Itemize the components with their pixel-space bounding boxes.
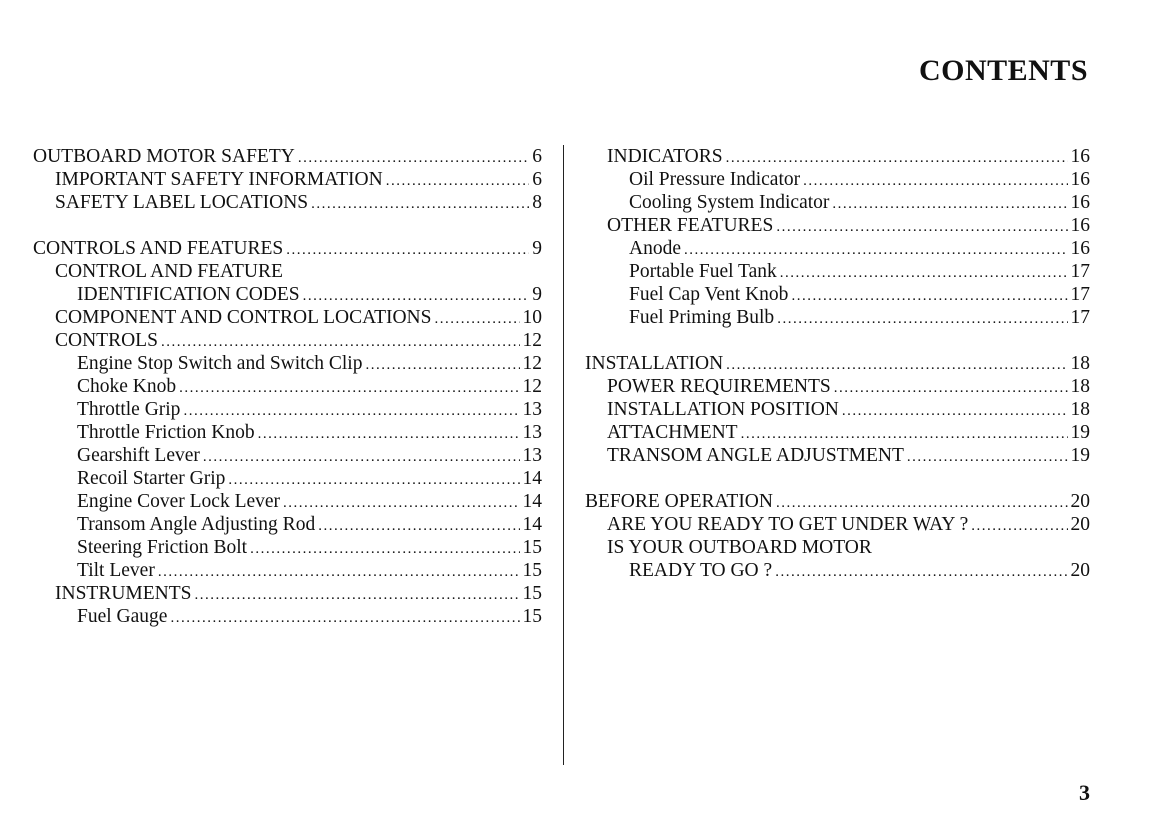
- toc-entry-label: Portable Fuel Tank: [629, 261, 777, 282]
- toc-entry-page: 16: [1070, 215, 1090, 236]
- toc-leader-dots: [741, 423, 1068, 446]
- toc-leader-dots: [318, 515, 519, 538]
- toc-entry-page: 14: [522, 491, 542, 512]
- toc-leader-dots: [286, 239, 529, 262]
- toc-entry[interactable]: [33, 490, 542, 513]
- toc-entry-page: 16: [1070, 238, 1090, 259]
- toc-leader-dots: [386, 170, 529, 193]
- toc-entry-label: COMPONENT AND CONTROL LOCATIONS: [55, 307, 432, 328]
- toc-entry-page: 17: [1070, 284, 1090, 305]
- toc-entry[interactable]: [33, 582, 542, 605]
- toc-entry-page: 19: [1070, 422, 1090, 443]
- toc-leader-dots: [179, 377, 519, 400]
- toc-leader-dots: [907, 446, 1068, 469]
- toc-entry-label: TRANSOM ANGLE ADJUSTMENT: [607, 445, 904, 466]
- toc-entry-label: IS YOUR OUTBOARD MOTOR: [607, 537, 872, 558]
- toc-leader-dots: [298, 147, 529, 170]
- toc-entry-label: BEFORE OPERATION: [585, 491, 773, 512]
- toc-entry-label: Throttle Friction Knob: [77, 422, 255, 443]
- toc-entry-page: 12: [522, 353, 542, 374]
- toc-leader-dots: [842, 400, 1068, 423]
- toc-leader-dots: [365, 354, 519, 377]
- toc-leader-dots: [971, 515, 1067, 538]
- toc-entry-page: 10: [522, 307, 542, 328]
- toc-leader-dots: [775, 561, 1067, 584]
- toc-entry-label: INSTALLATION POSITION: [607, 399, 839, 420]
- toc-leader-dots: [250, 538, 519, 561]
- toc-entry-page: 12: [522, 376, 542, 397]
- toc-entry-label: Transom Angle Adjusting Rod: [77, 514, 316, 535]
- toc-entry[interactable]: [33, 145, 542, 168]
- toc-entry[interactable]: [33, 352, 542, 375]
- toc-entry[interactable]: [585, 444, 1090, 467]
- toc-entry-label: Engine Cover Lock Lever: [77, 491, 281, 512]
- toc-entry-label: INSTALLATION: [585, 353, 724, 374]
- toc-entry[interactable]: [33, 283, 542, 306]
- toc-entry-page: 9: [532, 238, 542, 259]
- toc-entry-page: 17: [1070, 261, 1090, 282]
- column-divider: [563, 145, 564, 765]
- toc-entry-page: 13: [522, 399, 542, 420]
- toc-entry[interactable]: [585, 214, 1090, 237]
- toc-entry-label: Fuel Cap Vent Knob: [629, 284, 789, 305]
- toc-entry[interactable]: [33, 605, 542, 628]
- toc-entry-label: Cooling System Indicator: [629, 192, 830, 213]
- toc-entry[interactable]: [585, 145, 1090, 168]
- toc-entry[interactable]: [33, 398, 542, 421]
- toc-entry-label: Fuel Gauge: [77, 606, 168, 627]
- toc-entry-page: 18: [1070, 399, 1090, 420]
- toc-entry-label: Fuel Priming Bulb: [629, 307, 775, 328]
- toc-entry[interactable]: [33, 237, 542, 260]
- toc-entry-label: IMPORTANT SAFETY INFORMATION: [55, 169, 383, 190]
- toc-entry-page: 15: [522, 606, 542, 627]
- toc-leader-dots: [161, 331, 520, 354]
- toc-entry-page: 17: [1070, 307, 1090, 328]
- toc-leader-dots: [434, 308, 519, 331]
- toc-entry-label: ARE YOU READY TO GET UNDER WAY ?: [607, 514, 969, 535]
- toc-leader-dots: [228, 469, 519, 492]
- toc-entry[interactable]: [585, 375, 1090, 398]
- toc-leader-dots: [791, 285, 1067, 308]
- toc-entry-page: 15: [522, 583, 542, 604]
- toc-entry-label: INDICATORS: [607, 146, 723, 167]
- toc-right-column: [585, 145, 1090, 582]
- toc-leader-dots: [726, 147, 1068, 170]
- toc-entry-page: 8: [532, 192, 542, 213]
- toc-entry-label: Gearshift Lever: [77, 445, 200, 466]
- toc-left-column: [33, 145, 542, 628]
- toc-entry-label: CONTROL AND FEATURE: [55, 261, 283, 282]
- toc-leader-dots: [684, 239, 1068, 262]
- toc-entry-page: 16: [1070, 146, 1090, 167]
- toc-leader-dots: [776, 216, 1067, 239]
- toc-entry-label: Oil Pressure Indicator: [629, 169, 801, 190]
- toc-entry[interactable]: [33, 444, 542, 467]
- toc-entry[interactable]: [33, 467, 542, 490]
- toc-entry-page: 20: [1070, 491, 1090, 512]
- toc-entry-page: 20: [1070, 514, 1090, 535]
- toc-entry[interactable]: [33, 329, 542, 352]
- toc-entry[interactable]: [33, 260, 542, 283]
- toc-entry[interactable]: [585, 237, 1090, 260]
- toc-entry[interactable]: [33, 536, 542, 559]
- toc-entry[interactable]: [585, 536, 1090, 559]
- toc-leader-dots: [834, 377, 1068, 400]
- toc-entry[interactable]: [33, 191, 542, 214]
- toc-entry[interactable]: [585, 490, 1090, 513]
- page-title: CONTENTS: [918, 54, 1088, 87]
- page-number: 3: [1079, 780, 1090, 805]
- toc-entry[interactable]: [585, 559, 1090, 582]
- toc-entry-label: CONTROLS AND FEATURES: [33, 238, 284, 259]
- toc-entry-page: 18: [1070, 376, 1090, 397]
- toc-entry[interactable]: [33, 421, 542, 444]
- toc-entry[interactable]: [585, 513, 1090, 536]
- toc-entry-label: POWER REQUIREMENTS: [607, 376, 831, 397]
- toc-entry-label: Engine Stop Switch and Switch Clip: [77, 353, 363, 374]
- toc-leader-dots: [803, 170, 1067, 193]
- toc-entry[interactable]: [585, 398, 1090, 421]
- toc-entry[interactable]: [585, 352, 1090, 375]
- toc-entry-page: 13: [522, 422, 542, 443]
- toc-entry[interactable]: [33, 306, 542, 329]
- toc-entry-page: 6: [532, 146, 542, 167]
- toc-entry-label: Throttle Grip: [77, 399, 181, 420]
- toc-entry-label: Tilt Lever: [77, 560, 155, 581]
- toc-entry-page: 14: [522, 468, 542, 489]
- toc-entry-page: 20: [1070, 560, 1090, 581]
- toc-entry-page: 9: [532, 284, 542, 305]
- toc-entry-label: IDENTIFICATION CODES: [77, 284, 300, 305]
- toc-entry[interactable]: [585, 260, 1090, 283]
- toc-leader-dots: [777, 308, 1067, 331]
- toc-leader-dots: [158, 561, 520, 584]
- toc-leader-dots: [780, 262, 1068, 285]
- toc-leader-dots: [726, 354, 1067, 377]
- toc-entry-label: SAFETY LABEL LOCATIONS: [55, 192, 309, 213]
- toc-entry-label: OUTBOARD MOTOR SAFETY: [33, 146, 295, 167]
- toc-entry[interactable]: [33, 168, 542, 191]
- toc-entry-page: 15: [522, 537, 542, 558]
- toc-leader-dots: [283, 492, 519, 515]
- toc-leader-dots: [311, 193, 529, 216]
- toc-entry[interactable]: [585, 168, 1090, 191]
- toc-entry[interactable]: [33, 375, 542, 398]
- toc-entry[interactable]: [33, 559, 542, 582]
- toc-entry-label: OTHER FEATURES: [607, 215, 774, 236]
- toc-entry-label: ATTACHMENT: [607, 422, 738, 443]
- toc-entry-page: 15: [522, 560, 542, 581]
- toc-leader-dots: [183, 400, 519, 423]
- toc-entry-page: 12: [522, 330, 542, 351]
- toc-entry[interactable]: [33, 513, 542, 536]
- toc-entry-label: Choke Knob: [77, 376, 177, 397]
- toc-leader-dots: [303, 285, 529, 308]
- toc-entry-page: 6: [532, 169, 542, 190]
- toc-entry-label: INSTRUMENTS: [55, 583, 192, 604]
- toc-entry[interactable]: [585, 306, 1090, 329]
- toc-entry-page: 13: [522, 445, 542, 466]
- toc-entry-label: Steering Friction Bolt: [77, 537, 248, 558]
- toc-entry[interactable]: [585, 421, 1090, 444]
- toc-entry-label: Anode: [629, 238, 681, 259]
- toc-leader-dots: [832, 193, 1067, 216]
- toc-leader-dots: [258, 423, 520, 446]
- toc-leader-dots: [203, 446, 520, 469]
- toc-entry-page: 14: [522, 514, 542, 535]
- toc-entry-label: Recoil Starter Grip: [77, 468, 226, 489]
- toc-entry-page: 19: [1070, 445, 1090, 466]
- toc-entry-page: 16: [1070, 169, 1090, 190]
- toc-entry[interactable]: [585, 283, 1090, 306]
- toc-leader-dots: [170, 607, 519, 630]
- toc-leader-dots: [776, 492, 1068, 515]
- toc-entry-label: CONTROLS: [55, 330, 158, 351]
- toc-entry[interactable]: [585, 191, 1090, 214]
- toc-entry-label: READY TO GO ?: [629, 560, 773, 581]
- toc-entry-page: 16: [1070, 192, 1090, 213]
- toc-leader-dots: [195, 584, 520, 607]
- toc-entry-page: 18: [1070, 353, 1090, 374]
